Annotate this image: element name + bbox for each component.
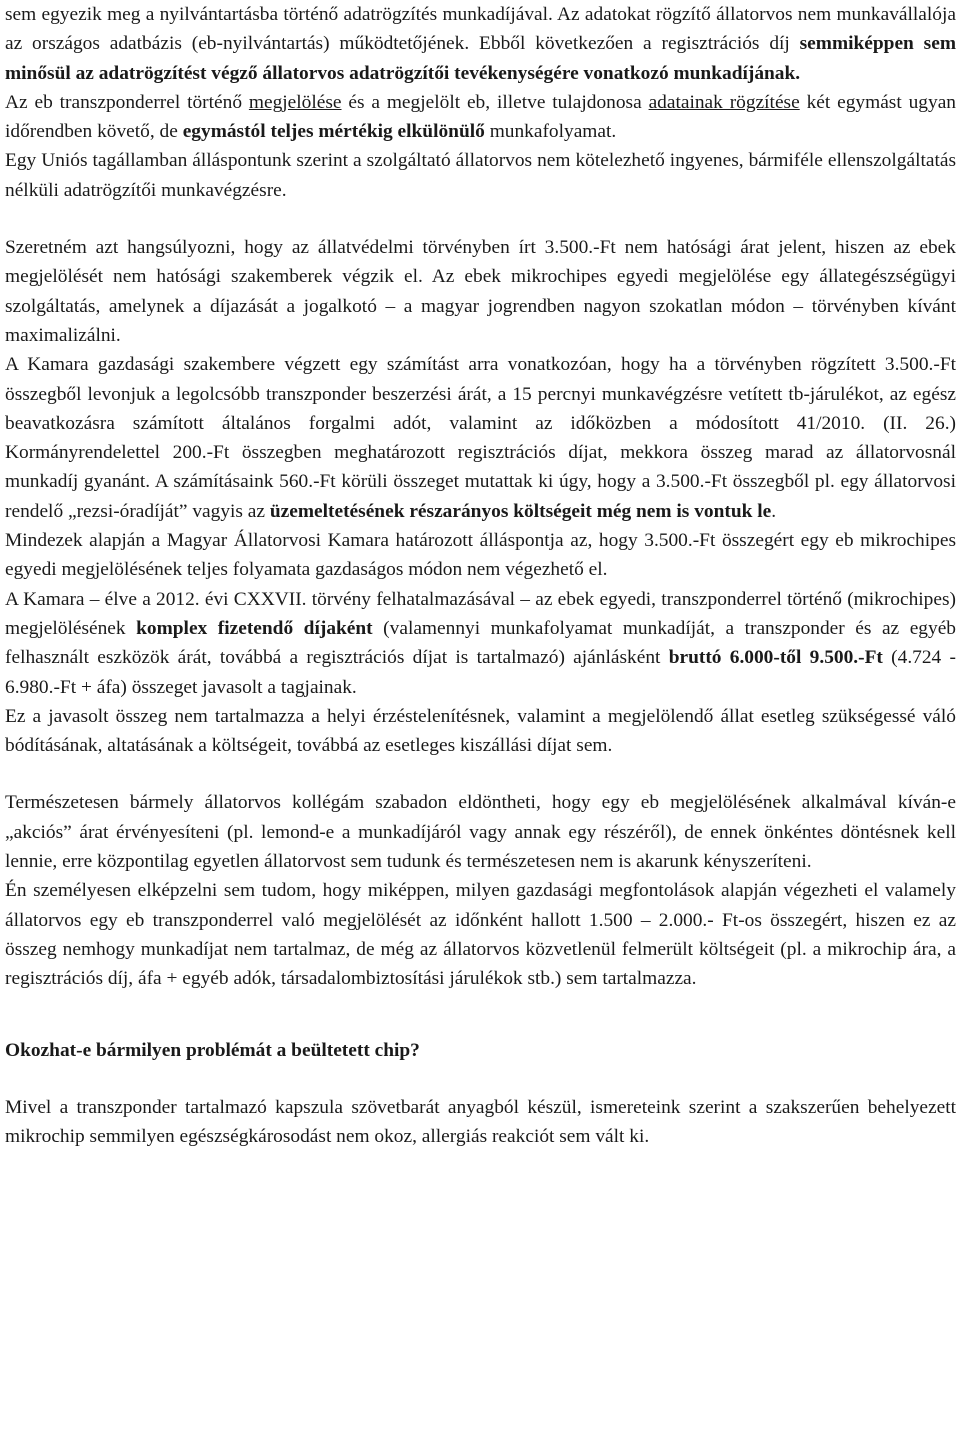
emphasis-separate-process: egymástól teljes mértékig elkülönülő xyxy=(182,121,485,143)
paragraph-spacer xyxy=(5,994,956,1036)
paragraph-promotional-price: Természetesen bármely állatorvos kollégám szabadon eldöntheti, hogy egy eb megjelölésének alkalmával kíván-e „akciós” árat érvényesíteni (pl. lemond-e a munkadíjáról vagy annak egy részéről), de ennek önkéntes döntésnek kell lennie, erre központilag egyetlen állatorvost sem tudunk és természetesen nem is akarunk kényszeríteni. xyxy=(5,792,956,873)
paragraph-spacer xyxy=(5,1065,956,1093)
paragraph-marking-and-recording: Az eb transzponderrel történő megjelölése és a megjelölt eb, illetve tulajdonosa adatainak rögzítése két egymást ugyan időrendben követő, de egymástól teljes mértékig elkülönülő munkafolyamat. xyxy=(5,91,956,143)
paragraph-personal-opinion: Én személyesen elképzelni sem tudom, hogy miképpen, milyen gazdasági megfontolások alapján végezheti el valamely állatorvos egy eb transzponderrel való megjelölését az időnként hallott 1.500 – 2.000.- Ft-os összegért, hiszen ez az összeg nemhogy munkadíjat nem tartalmaz, de még az állatorvos közvetlenül felmerült költségeit (pl. a mikrochip ára, a regisztrációs díj, áfa + egyéb adók, társadalombiztosítási járulékok stb.) sem tartalmazza. xyxy=(5,880,956,990)
paragraph-spacer xyxy=(5,205,956,233)
paragraph-spacer xyxy=(5,760,956,788)
emphasis-registration-fee: semmiképpen sem minősül az adatrögzítést végző állatorvos adatrögzítői tevékenységére vonatkozó munkadíjának. xyxy=(5,33,956,84)
paragraph-chamber-calculation: A Kamara gazdasági szakembere végzett egy számítást arra vonatkozóan, hogy ha a törvényben rögzített 3.500.-Ft összegből levonjuk a legolcsóbb transzponder beszerzési árát, a 15 percnyi munkavégzésre vetített tb-járulékot, az egész beavatkozásra számított általános forgalmi adót, valamint az időközben a módosított 41/2010. (II. 26.) Kormányrendelettel 200.-Ft összegben meghatározott regisztrációs díjat, mekkora összeg marad az állatorvosnál munkadíj gyanánt. A számításaink 560.-Ft körüli összeget mutattak ki úgy, hogy a 3.500.-Ft összegből pl. egy állatorvosi rendelő „rezsi-óradíját” vagyis az üzemeltetésének részarányos költségeit még nem is vontuk le. xyxy=(5,354,956,522)
underlined-data-recording: adatainak rögzítése xyxy=(648,91,800,113)
emphasis-operating-costs: üzemeltetésének részarányos költségeit még nem is vontuk le xyxy=(269,500,772,522)
paragraph-eu-member-state: Egy Uniós tagállamban álláspontunk szerint a szolgáltató állatorvos nem kötelezhető ingyenes, bármiféle ellenszolgáltatás nélküli adatrögzítői munkavégzésre. xyxy=(5,150,956,201)
underlined-marking: megjelölése xyxy=(248,91,342,113)
emphasis-gross-price: bruttó 6.000-től 9.500.-Ft xyxy=(668,647,883,669)
section-heading: Okozhat-e bármilyen problémát a beültetett chip? xyxy=(5,1039,420,1061)
paragraph-chip-safety: Mivel a transzponder tartalmazó kapszula szövetbarát anyagból készül, ismereteink szerint a szakszerűen behelyezett mikrochip semmilyen egészségkárosodást nem okoz, allergiás reakciót sem vált ki. xyxy=(5,1096,956,1148)
paragraph-recommended-price: A Kamara – élve a 2012. évi CXXVII. törvény felhatalmazásával – az ebek egyedi, transzponderrel történő (mikrochipes) megjelölésének komplex fizetendő díjaként (valamennyi munkafolyamat munkadíját, a transzponder és az egyéb felhasznált eszközök árát, továbbá a regisztrációs díjat is tartalmazó) ajánlásként bruttó 6.000-től 9.500.-Ft (4.724 - 6.980.-Ft + áfa) összeget javasolt a tagjainak. xyxy=(5,588,956,698)
paragraph-exclusions: Ez a javasolt összeg nem tartalmazza a helyi érzéstelenítésnek, valamint a megjelölendő állat esetleg szükségessé váló bódításának, altatásának a költségeit, továbbá az esetleges kiszállási díjat sem. xyxy=(5,705,956,757)
paragraph-not-official-price: Szeretném azt hangsúlyozni, hogy az állatvédelmi törvényben írt 3.500.-Ft nem hatósági árat jelent, hiszen az ebek megjelölését nem hatósági szakemberek végzik el. Az ebek mikrochipes egyedi megjelölése egy állategészségügyi szolgáltatás, amelynek a díjazását a jogalkotó – a magyar jogrendben nagyon szokatlan módon – törvényben kívánt maximalizálni. xyxy=(5,237,956,346)
paragraph-registration-fee: sem egyezik meg a nyilvántartásba történő adatrögzítés munkadíjával. Az adatokat rögzítő állatorvos nem munkavállalója az országos adatbázis (eb-nyilvántartás) működtetőjének. Ebből következően a regisztrációs díj semmiképpen sem minősül az adatrögzítést végző állatorvos adatrögzítői tevékenységére vonatkozó munkadíjának. xyxy=(5,4,956,84)
emphasis-complex-fee: komplex fizetendő díjaként xyxy=(136,617,373,639)
paragraph-chamber-position: Mindezek alapján a Magyar Állatorvosi Kamara határozott álláspontja az, hogy 3.500.-Ft összegért egy eb mikrochipes egyedi megjelölésének teljes folyamata gazdaságos módon nem végezhető el. xyxy=(5,530,956,581)
